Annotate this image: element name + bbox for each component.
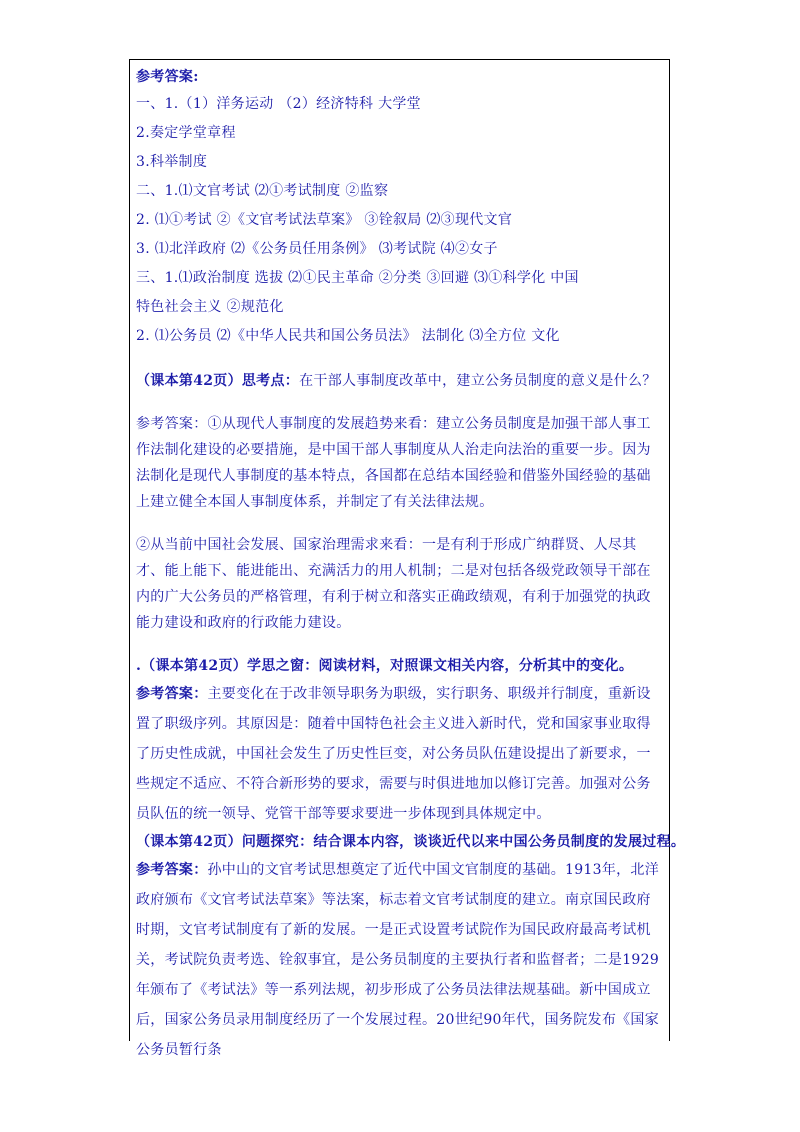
answer-label: 参考答案： <box>136 862 208 878</box>
answer-paragraph: 参考答案：①从现代人事制度的发展趋势来看：建立公务员制度是加强干部人事工作法制化建设的必要措施，是中国干部人事制度从人治走向法治的重要一步。因为法制化是现代人事制度的基本特点，各国都在总结本国经验和借鉴外国经验的基础上建立健全本国人事制度体系，并制定了有关法律法规。 <box>136 416 651 510</box>
answer-line: 三、1.⑴政治制度 选拔 ⑵①民主革命 ②分类 ③回避 ⑶①科学化 中国 <box>136 270 579 286</box>
answer-line: 3.科举制度 <box>136 154 208 170</box>
question-text: 在干部人事制度改革中，建立公务员制度的意义是什么？ <box>299 373 657 389</box>
answer-line: 2. ⑴①考试 ②《文官考试法草案》 ③铨叙局 ⑵③现代文官 <box>136 212 513 228</box>
answer-line: 2. ⑴公务员 ⑵《中华人民共和国公务员法》 法制化 ⑶全方位 文化 <box>136 328 560 344</box>
spacer <box>136 515 663 532</box>
answer-text: 孙中山的文官考试思想奠定了近代中国文官制度的基础。1913年，北洋政府颁布《文官考试法草案》等法案，标志着文官考试制度的建立。南京国民政府时期，文官考试制度有了新的发展。一是正式设置考试院作为国民政府最高考试机关，考试院负责考选、铨叙事宜，是公务员制度的主要执行者和监督者；二是1929年颁布了《考试法》等一系列法规，初步形成了公务员法律法规基础。新中国成立后，国家公务员录用制度经历了一个发展过程。20世纪90年代，国务院发布《国家公务员暂行条 <box>136 862 660 1058</box>
question-think-point <box>136 368 663 394</box>
answer-line: 3. ⑴北洋政府 ⑵《公务员任用条例》 ⑶考试院 ⑷②女子 <box>136 241 498 257</box>
answer-line: 二、1.⑴文官考试 ⑵①考试制度 ②监察 <box>136 183 389 199</box>
answer-paragraph: ②从当前中国社会发展、国家治理需求来看：一是有利于形成广纳群贤、人尽其才、能上能下、能进能出、充满活力的用人机制；二是对包括各级党政领导干部在内的广大公务员的严格管理，有利于树立和落实正确政绩观，有利于加强党的执政能力建设和政府的行政能力建设。 <box>136 537 651 631</box>
spacer <box>136 394 663 411</box>
answer-paragraph <box>136 679 663 829</box>
answer-line: 一、1.（1）洋务运动 （2）经济特科 大学堂 <box>136 96 421 112</box>
question-study-window: .（课本第42页）学思之窗：阅读材料，对照课文相关内容，分析其中的变化。 <box>136 658 634 674</box>
spacer <box>136 636 663 653</box>
answer-text: 主要变化在于改非领导职务为职级，实行职务、职级并行制度，重新设置了职级序列。其原因是：随着中国特色社会主义进入新时代，党和国家事业取得了历史性成就，中国社会发生了历史性巨变，对公务员队伍建设提出了新要求，一些规定不适应、不符合新形势的要求，需要与时俱进地加以修订完善。加强对公务员队伍的统一领导、党管干部等要求要进一步体现到具体规定中。 <box>136 686 651 822</box>
question-inquiry: （课本第42页）问题探究：结合课本内容，谈谈近代以来中国公务员制度的发展过程。 <box>136 834 686 850</box>
answer-label: 参考答案： <box>136 686 208 702</box>
spacer <box>136 351 663 368</box>
answer-line: 特色社会主义 ②规范化 <box>136 299 284 315</box>
answer-table-cell <box>129 59 686 1058</box>
answer-line: 2.奏定学堂章程 <box>136 125 236 141</box>
answer-paragraph <box>136 855 663 1065</box>
answer-heading: 参考答案: <box>136 69 199 85</box>
question-prefix: （课本第42页）思考点： <box>136 373 300 389</box>
